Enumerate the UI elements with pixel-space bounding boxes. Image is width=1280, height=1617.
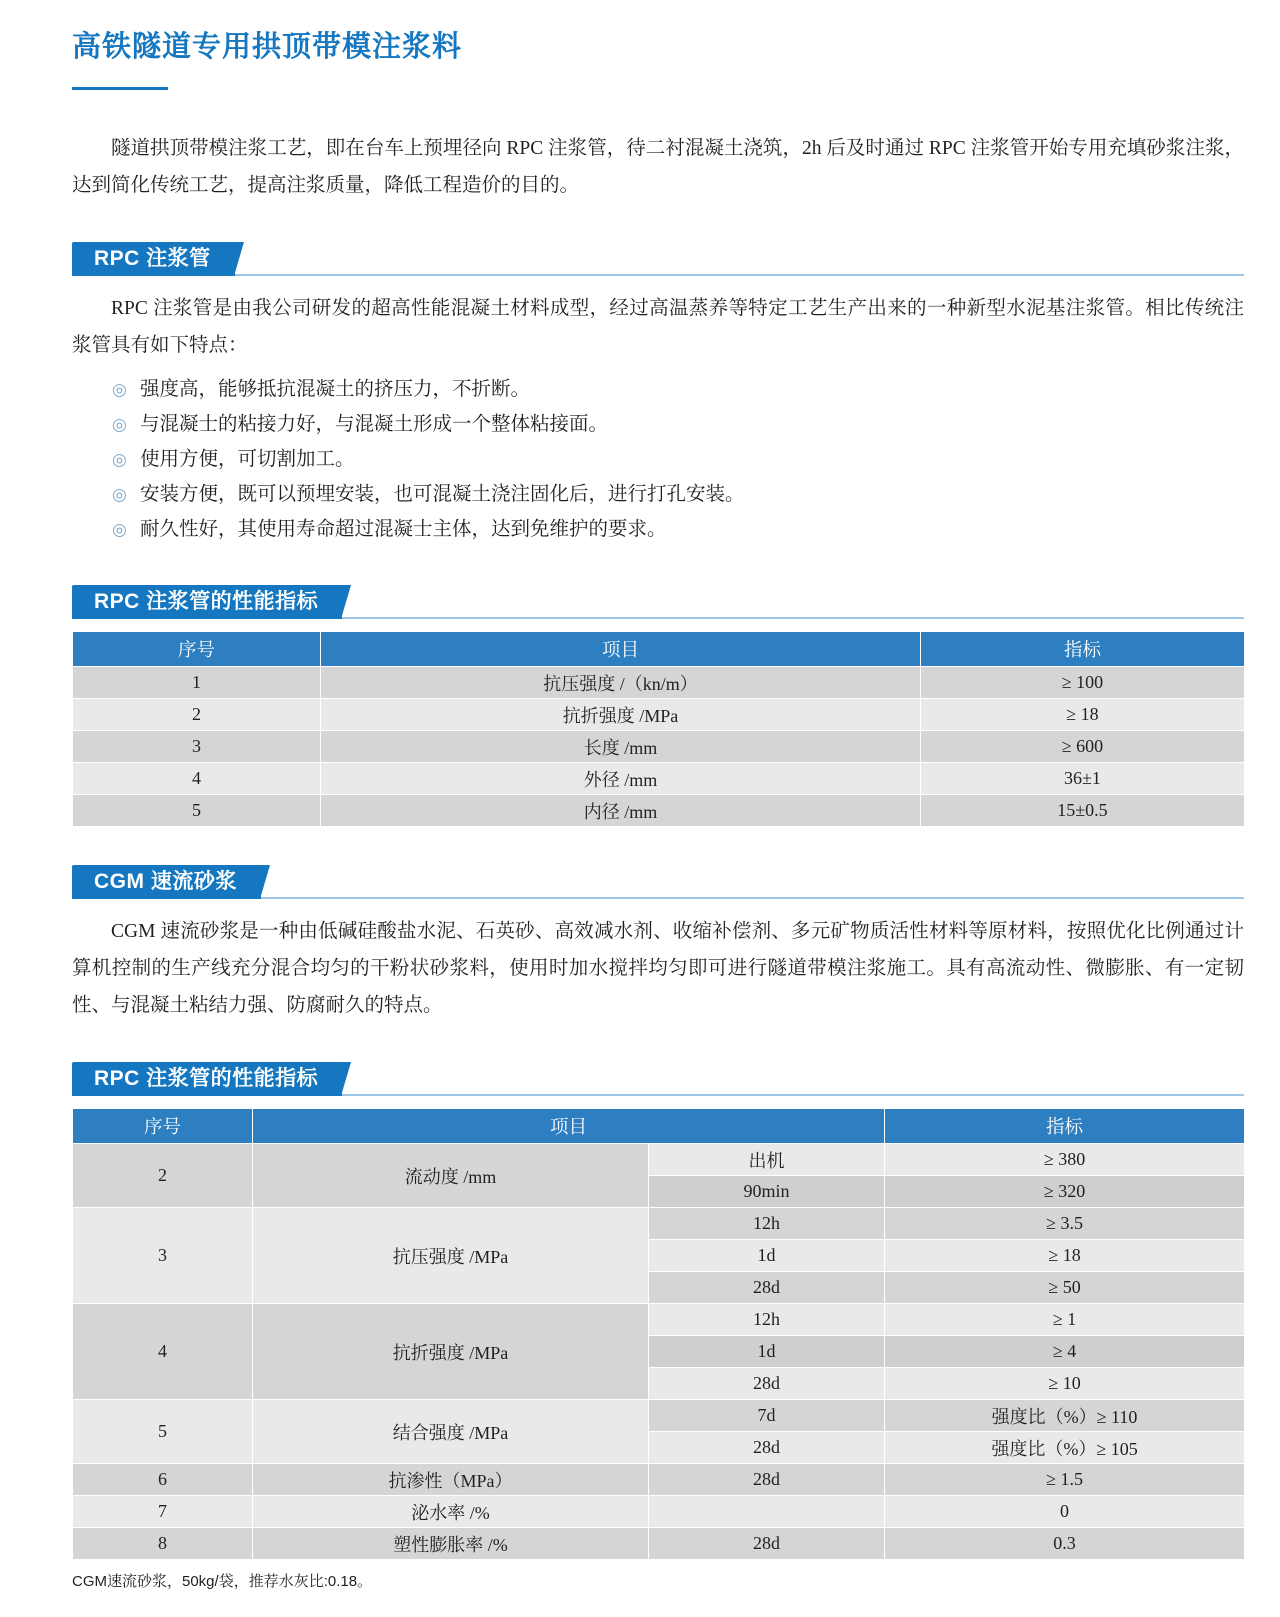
section-heading-cgm-spec: [72, 1062, 1280, 1096]
table-row: [73, 1144, 1245, 1176]
cell-item: 抗压强度 /MPa: [253, 1208, 649, 1304]
table-row: [73, 1528, 1245, 1560]
cell-value: 36±1: [921, 763, 1245, 795]
cell-no: 6: [73, 1464, 253, 1496]
cell-value: ≥ 600: [921, 731, 1245, 763]
table-header-row: [73, 632, 1245, 667]
cell-no: 4: [73, 763, 321, 795]
cell-item: 抗压强度 /（kn/m）: [321, 667, 921, 699]
cell-no: 4: [73, 1304, 253, 1400]
cell-value: ≥ 18: [885, 1240, 1245, 1272]
section-heading-rule: [72, 274, 1244, 276]
bullet-circle-icon: ◎: [112, 415, 127, 434]
list-item-label: 使用方便，可切割加工。: [140, 449, 355, 470]
cell-item: 塑性膨胀率 /%: [253, 1528, 649, 1560]
cell-condition: 7d: [649, 1400, 885, 1432]
cell-no: 7: [73, 1496, 253, 1528]
table-row: [73, 1464, 1245, 1496]
cell-condition: 12h: [649, 1304, 885, 1336]
column-header-value: 指标: [921, 632, 1245, 667]
bullet-circle-icon: ◎: [112, 450, 127, 469]
cell-condition: 1d: [649, 1240, 885, 1272]
cell-value: ≥ 320: [885, 1176, 1245, 1208]
rpc-spec-table: [72, 631, 1245, 827]
list-item-label: 与混凝士的粘接力好，与混凝土形成一个整体粘接面。: [140, 414, 609, 435]
cell-condition: 28d: [649, 1464, 885, 1496]
intro-paragraph: 隧道拱顶带模注浆工艺，即在台车上预埋径向 RPC 注浆管，待二衬混凝土浇筑，2h 后及时通过 RPC 注浆管开始专用充填砂浆注浆，达到简化传统工艺，提高注浆质量，降低工程造价的目的。: [72, 138, 1244, 196]
cell-condition: 1d: [649, 1336, 885, 1368]
list-item: [112, 442, 1244, 477]
list-item: [112, 477, 1244, 512]
column-header-item: 项目: [253, 1109, 885, 1144]
cell-condition: [649, 1496, 885, 1528]
cell-condition: 12h: [649, 1208, 885, 1240]
cell-condition: 28d: [649, 1368, 885, 1400]
cell-value: ≥ 50: [885, 1272, 1245, 1304]
bottom-spacer: [0, 1591, 1280, 1617]
cell-value: 15±0.5: [921, 795, 1245, 827]
cell-condition: 28d: [649, 1528, 885, 1560]
cell-value: ≥ 18: [921, 699, 1245, 731]
table-row: [73, 699, 1245, 731]
table-row: [73, 1208, 1245, 1240]
section-heading-label: RPC 注浆管的性能指标: [72, 1062, 342, 1096]
cell-item: 长度 /mm: [321, 731, 921, 763]
table-row: [73, 731, 1245, 763]
cell-condition: 出机: [649, 1144, 885, 1176]
cell-value: ≥ 100: [921, 667, 1245, 699]
section-heading-label: CGM 速流砂浆: [72, 865, 261, 899]
table-header-row: [73, 1109, 1245, 1144]
bullet-circle-icon: ◎: [112, 380, 127, 399]
cell-item: 抗折强度 /MPa: [253, 1304, 649, 1400]
bullet-circle-icon: ◎: [112, 485, 127, 504]
cell-item: 抗折强度 /MPa: [321, 699, 921, 731]
cell-value: ≥ 3.5: [885, 1208, 1245, 1240]
section-heading-rpc-spec: [72, 585, 1280, 619]
page-title: 高铁隧道专用拱顶带模注浆料: [72, 31, 463, 63]
rpc-tube-paragraph: RPC 注浆管是由我公司研发的超高性能混凝土材料成型，经过高温蒸养等特定工艺生产出来的一种新型水泥基注浆管。相比传统注浆管具有如下特点：: [72, 298, 1244, 356]
list-item: [112, 512, 1244, 547]
table-footnote: CGM速流砂浆，50kg/袋，推荐水灰比:0.18。: [72, 1573, 373, 1590]
column-header-item: 项目: [321, 632, 921, 667]
table-row: [73, 667, 1245, 699]
cgm-spec-table: [72, 1108, 1245, 1560]
cell-condition: 28d: [649, 1432, 885, 1464]
cell-value: ≥ 1.5: [885, 1464, 1245, 1496]
cell-item: 抗渗性（MPa）: [253, 1464, 649, 1496]
table-row: [73, 763, 1245, 795]
cell-no: 5: [73, 1400, 253, 1464]
cell-condition: 28d: [649, 1272, 885, 1304]
cell-value: 0.3: [885, 1528, 1245, 1560]
cell-item: 外径 /mm: [321, 763, 921, 795]
list-item: [112, 372, 1244, 407]
column-header-no: 序号: [73, 1109, 253, 1144]
cell-value: ≥ 10: [885, 1368, 1245, 1400]
section-heading-label: RPC 注浆管的性能指标: [72, 585, 342, 619]
section-heading-rpc-tube: [72, 242, 1280, 276]
cell-value: ≥ 1: [885, 1304, 1245, 1336]
cell-value: 0: [885, 1496, 1245, 1528]
section-heading-label: RPC 注浆管: [72, 242, 235, 276]
rpc-tube-feature-list: [0, 372, 1280, 547]
cell-item: 泌水率 /%: [253, 1496, 649, 1528]
cell-no: 2: [73, 699, 321, 731]
cell-no: 1: [73, 667, 321, 699]
cell-value: 强度比（%）≥ 110: [885, 1400, 1245, 1432]
cell-value: 强度比（%）≥ 105: [885, 1432, 1245, 1464]
cell-item: 结合强度 /MPa: [253, 1400, 649, 1464]
cell-no: 8: [73, 1528, 253, 1560]
cell-no: 3: [73, 731, 321, 763]
cell-item: 流动度 /mm: [253, 1144, 649, 1208]
cell-item: 内径 /mm: [321, 795, 921, 827]
section-heading-cgm: [72, 865, 1280, 899]
list-item-label: 强度高，能够抵抗混凝土的挤压力，不折断。: [140, 379, 531, 400]
table-row: [73, 795, 1245, 827]
bullet-circle-icon: ◎: [112, 520, 127, 539]
column-header-value: 指标: [885, 1109, 1245, 1144]
cgm-paragraph: CGM 速流砂浆是一种由低碱硅酸盐水泥、石英砂、高效减水剂、收缩补偿剂、多元矿物质活性材料等原材料，按照优化比例通过计算机控制的生产线充分混合均匀的干粉状砂浆料，使用时加水搅拌均匀即可进行隧道带模注浆施工。具有高流动性、微膨胀、有一定韧性、与混凝土粘结力强、防腐耐久的特点。: [72, 921, 1244, 1016]
column-header-no: 序号: [73, 632, 321, 667]
cell-value: ≥ 4: [885, 1336, 1245, 1368]
cell-no: 3: [73, 1208, 253, 1304]
table-row: [73, 1400, 1245, 1432]
list-item-label: 耐久性好，其使用寿命超过混凝士主体，达到免维护的要求。: [140, 519, 667, 540]
table-row: [73, 1304, 1245, 1336]
list-item-label: 安装方便，既可以预埋安装，也可混凝土浇注固化后，进行打孔安装。: [140, 484, 745, 505]
table-row: [73, 1496, 1245, 1528]
list-item: [112, 407, 1244, 442]
cell-no: 2: [73, 1144, 253, 1208]
cell-condition: 90min: [649, 1176, 885, 1208]
cell-value: ≥ 380: [885, 1144, 1245, 1176]
cell-no: 5: [73, 795, 321, 827]
